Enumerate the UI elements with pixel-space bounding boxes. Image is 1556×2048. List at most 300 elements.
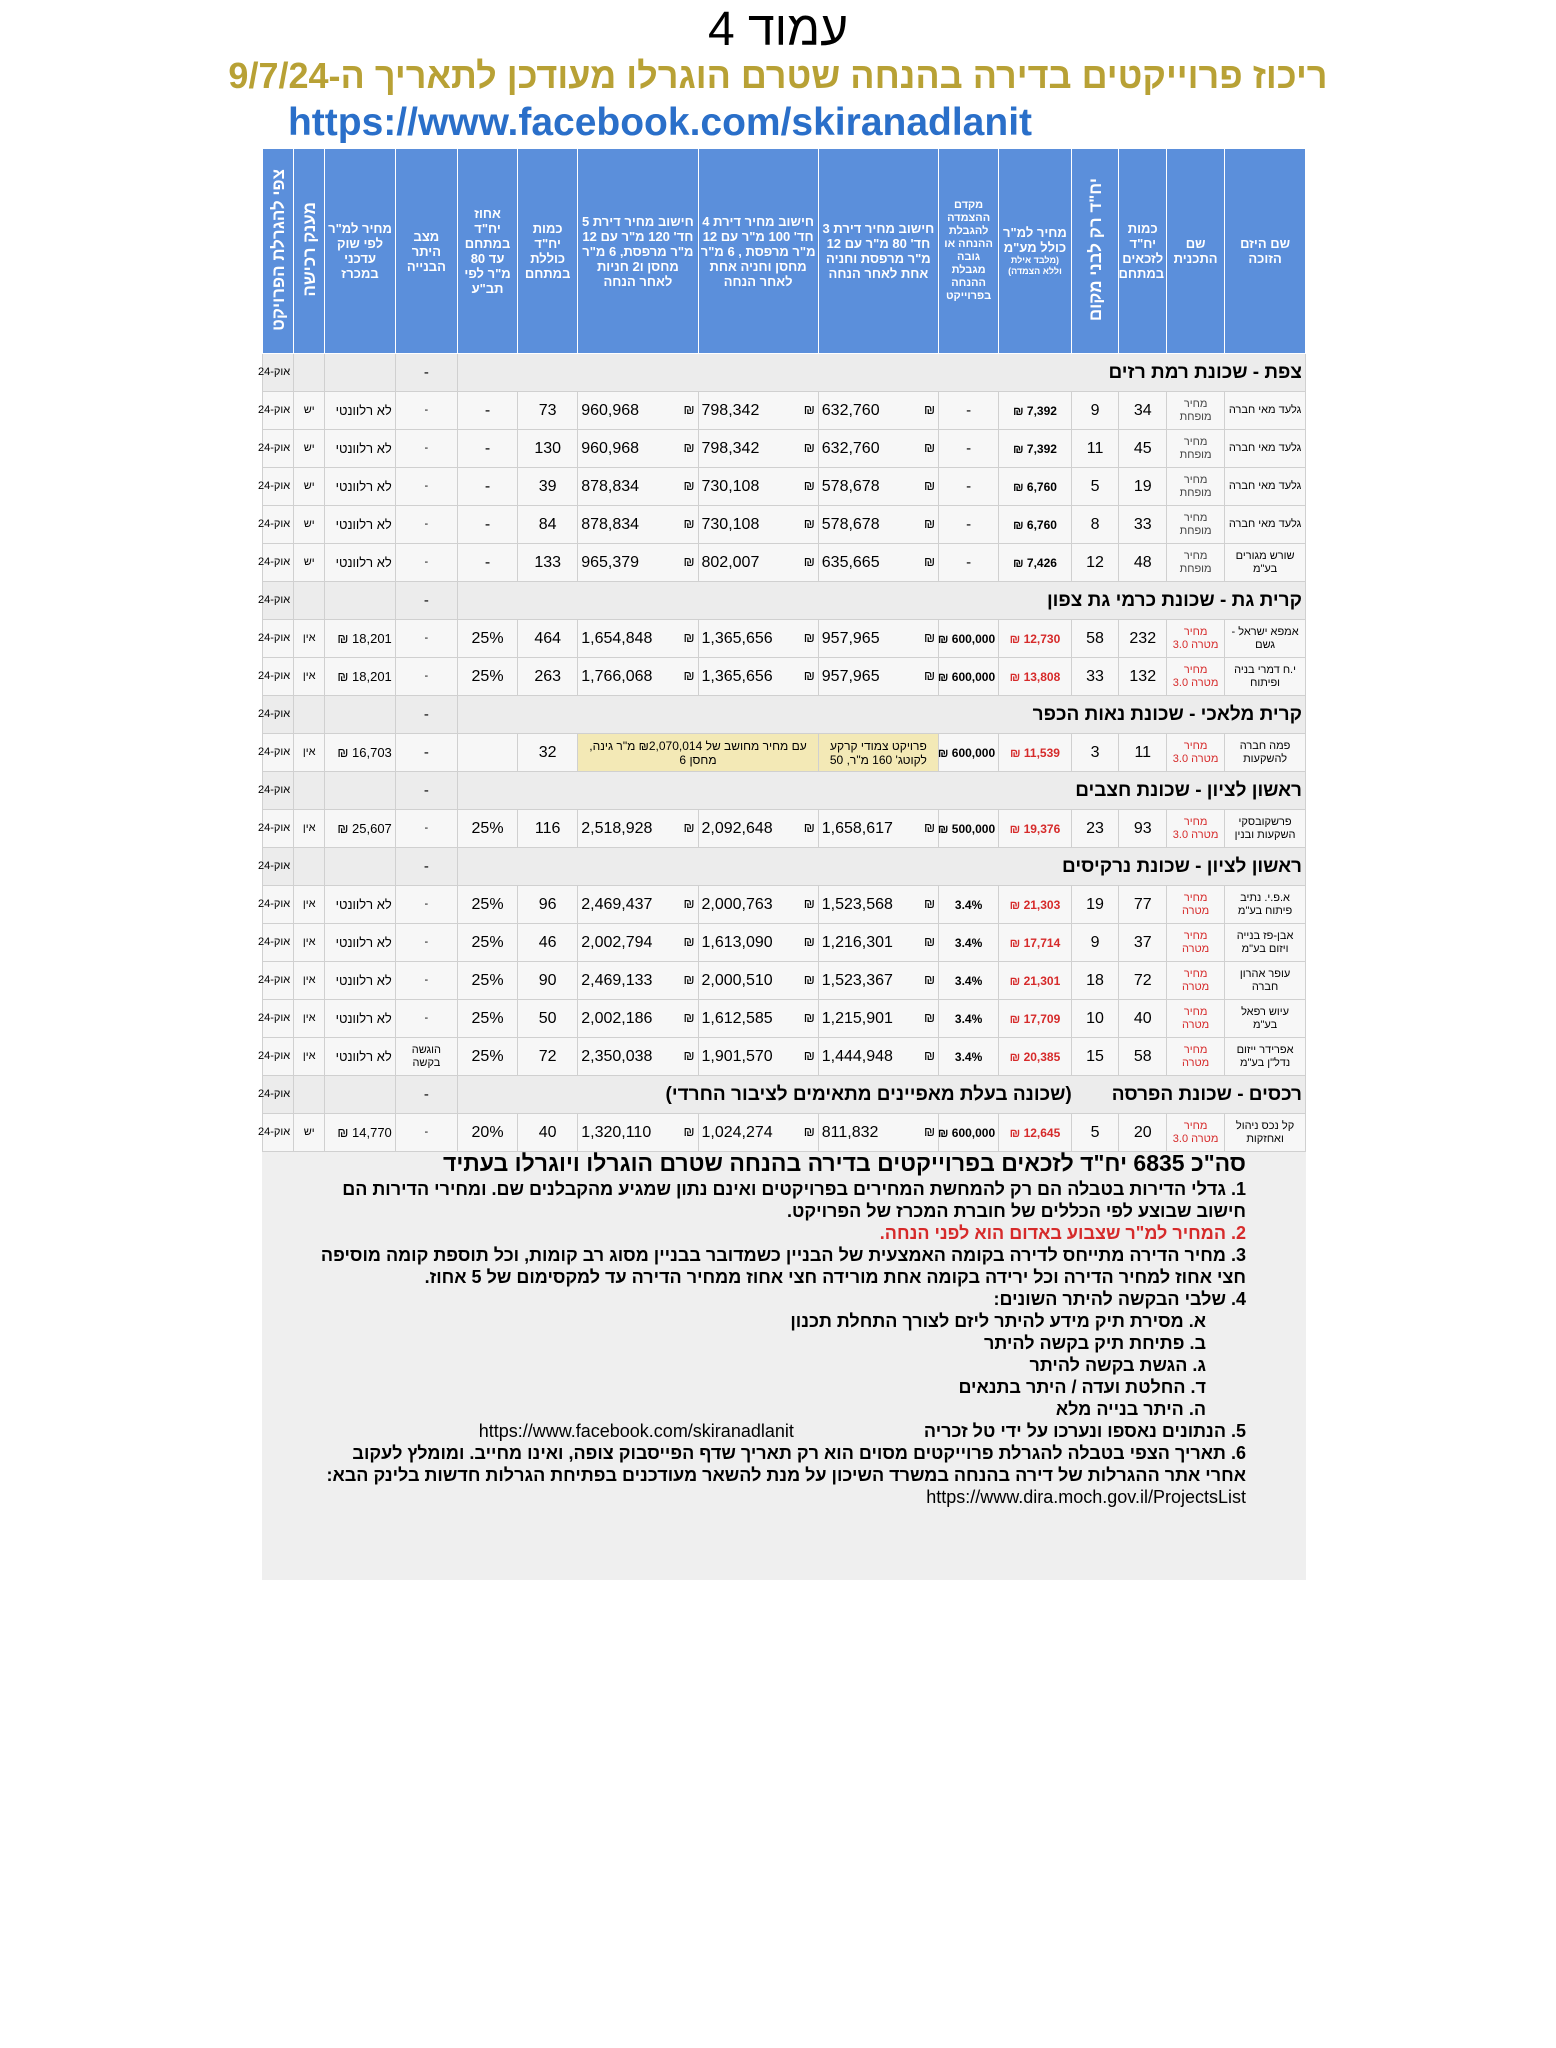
cell-pct: 25% <box>457 962 517 1000</box>
cell-units: 45 <box>1119 430 1167 468</box>
cell-price-3 <box>818 392 938 430</box>
cell-local: 15 <box>1071 1038 1119 1076</box>
cell-market: 18,201 ₪ <box>325 620 396 658</box>
cell-price: 7,392 ₪ <box>999 430 1072 468</box>
cell-price-4 <box>698 924 818 962</box>
cell-total: 40 <box>518 1114 578 1152</box>
cell-total: 32 <box>518 734 578 772</box>
shekel-icon: ₪ <box>803 1047 815 1063</box>
cell-coef: - <box>939 392 999 430</box>
cell-price-3-value: 632,760 <box>821 401 880 419</box>
cell-price-5-value: 1,320,110 <box>581 1123 652 1141</box>
cell-plan: מחיר מטרה <box>1167 924 1225 962</box>
cell-market: לא רלוונטי <box>325 1000 396 1038</box>
col-developer: שם היזם הזוכה <box>1225 149 1306 354</box>
cell-permit: - <box>395 1000 457 1038</box>
cell-plan: מחיר מטרה 3.0 <box>1167 658 1225 696</box>
shekel-icon: ₪ <box>803 401 815 417</box>
cell-price-4 <box>698 620 818 658</box>
shekel-icon: ₪ <box>683 1009 695 1025</box>
cell-price-3-value: 1,216,301 <box>821 933 893 951</box>
cell-total: 90 <box>518 962 578 1000</box>
cell-permit: - <box>395 506 457 544</box>
cell-price-4-value: 1,365,656 <box>701 667 773 685</box>
cell-coef: 600,000 ₪ <box>939 658 999 696</box>
cell-price-5-value: 2,469,133 <box>581 971 653 989</box>
table-row <box>263 506 1306 544</box>
cell-coef: 3.4% <box>939 1038 999 1076</box>
shekel-icon: ₪ <box>803 895 815 911</box>
cell-developer: אבן-פז בנייה ויזום בע"מ <box>1225 924 1306 962</box>
cell-pct: 25% <box>457 1000 517 1038</box>
cell-developer: י.ח דמרי בניה ופיתוח <box>1225 658 1306 696</box>
cell-permit: - <box>395 886 457 924</box>
cell-price-3-value: 1,215,901 <box>821 1009 893 1027</box>
cell-market <box>325 354 396 392</box>
cell-price-4 <box>698 658 818 696</box>
cell-pct: 25% <box>457 620 517 658</box>
cell-price-4 <box>698 468 818 506</box>
cell-price-5 <box>578 430 698 468</box>
cell-price-4-value: 2,000,510 <box>701 971 773 989</box>
table-row <box>263 430 1306 468</box>
cell-permit: - <box>395 734 457 772</box>
cell-price-4 <box>698 810 818 848</box>
cell-grant: אין <box>294 886 325 924</box>
table-panel <box>258 148 1306 1580</box>
table-row <box>263 658 1306 696</box>
cell-grant <box>294 696 325 734</box>
col-price-4: חישוב מחיר דירת 4 חד' 100 מ"ר עם 12 מ"ר מרפסת , 6 מ"ר מחסן וחניה אחת לאחר הנחה <box>698 149 818 354</box>
table-row <box>263 924 1306 962</box>
cell-permit: - <box>395 924 457 962</box>
shekel-icon: ₪ <box>803 477 815 493</box>
cell-price-4-value: 1,613,090 <box>701 933 773 951</box>
cell-market: לא רלוונטי <box>325 392 396 430</box>
cell-price-5 <box>578 1114 698 1152</box>
cell-grant: אין <box>294 962 325 1000</box>
cell-grant: אין <box>294 924 325 962</box>
cell-price-5-value: 2,350,038 <box>581 1047 653 1065</box>
cell-local: 5 <box>1071 1114 1119 1152</box>
cell-price-3-value: 811,832 <box>821 1123 879 1141</box>
cell-grant: אין <box>294 734 325 772</box>
cell-date: אוק-24 <box>263 1000 294 1038</box>
table-body <box>258 354 1306 1152</box>
table-row <box>263 1038 1306 1076</box>
cell-price-5 <box>578 658 698 696</box>
col-plan: שם התכנית <box>1167 149 1225 354</box>
cell-date: אוק-24 <box>263 354 294 392</box>
cell-price-3-value: 578,678 <box>821 515 880 533</box>
cell-price-4-value: 798,342 <box>701 439 760 457</box>
note-5-link[interactable]: https://www.facebook.com/skiranadlanit <box>478 1421 794 1441</box>
shekel-icon: ₪ <box>683 401 695 417</box>
facebook-link[interactable]: https://www.facebook.com/skiranadlanit <box>287 101 1033 144</box>
cell-price-3-value: 1,523,367 <box>821 971 893 989</box>
cell-grant: יש <box>294 468 325 506</box>
cell-permit: - <box>395 962 457 1000</box>
table-row <box>263 1000 1306 1038</box>
col-price-sqm: מחיר למ"ר כולל מע"מ (מלבד אילת וללא הצמדה) <box>999 149 1072 354</box>
cell-price-3 <box>818 924 938 962</box>
cell-permit: - <box>395 1114 457 1152</box>
cell-price-3 <box>818 1038 938 1076</box>
cell-date: אוק-24 <box>263 962 294 1000</box>
section-title-text: קרית גת - שכונת כרמי גת צפון <box>1046 589 1302 611</box>
cell-units: 132 <box>1119 658 1167 696</box>
cell-grant: יש <box>294 430 325 468</box>
cell-units: 58 <box>1119 1038 1167 1076</box>
shekel-icon: ₪ <box>923 553 936 569</box>
cell-coef: 3.4% <box>939 886 999 924</box>
cell-market: לא רלוונטי <box>325 506 396 544</box>
cell-price-3 <box>818 1114 938 1152</box>
table-row <box>263 468 1306 506</box>
cell-price-5-value: 2,469,437 <box>581 895 653 913</box>
note-4: 4. שלבי הבקשה להיתר השונים: <box>993 1289 1246 1309</box>
cell-developer: פרשקובסקי השקעות ובנין <box>1225 810 1306 848</box>
col-total-units: כמות יח"ד כוללת במתחם <box>518 149 578 354</box>
cell-price-5 <box>578 620 698 658</box>
cell-local: 5 <box>1071 468 1119 506</box>
note-4c: ג. הגשת בקשה להיתר <box>1029 1355 1206 1375</box>
cell-date: אוק-24 <box>263 468 294 506</box>
cell-local: 9 <box>1071 924 1119 962</box>
section-title-text: ראשון לציון - שכונת חצבים <box>1075 779 1302 801</box>
cell-price-5-value: 2,002,794 <box>581 933 653 951</box>
cell-date: אוק-24 <box>263 1114 294 1152</box>
section-row <box>263 772 1306 810</box>
cell-price-3 <box>818 658 938 696</box>
col-permit: מצב היתר הבנייה <box>395 149 457 354</box>
cell-total: 116 <box>518 810 578 848</box>
shekel-icon: ₪ <box>683 629 695 645</box>
cell-date: אוק-24 <box>263 506 294 544</box>
cell-date: אוק-24 <box>263 810 294 848</box>
cell-pct: - <box>457 544 517 582</box>
section-title <box>457 354 1305 392</box>
cell-grant: אין <box>294 620 325 658</box>
table-row <box>263 1114 1306 1152</box>
shekel-icon: ₪ <box>803 667 815 683</box>
cell-price-5 <box>578 810 698 848</box>
cell-date: אוק-24 <box>263 544 294 582</box>
cell-price-3-value: 578,678 <box>821 477 880 495</box>
cell-local: 8 <box>1071 506 1119 544</box>
cell-developer: עופר אהרון חברה <box>1225 962 1306 1000</box>
section-row <box>263 354 1306 392</box>
cell-price-5-value: 960,968 <box>581 401 640 419</box>
cell-plan: מחיר מטרה <box>1167 962 1225 1000</box>
shekel-icon: ₪ <box>683 553 695 569</box>
note-5: 5. הנתונים נאספו ונערכו על ידי טל זכריה https://www.facebook.com/skiranadlanit <box>478 1421 1246 1441</box>
cell-market: לא רלוונטי <box>325 924 396 962</box>
cell-pct: 20% <box>457 1114 517 1152</box>
cell-price-4 <box>698 1038 818 1076</box>
cell-price-3 <box>818 962 938 1000</box>
col-price-5: חישוב מחיר דירת 5 חד' 120 מ"ר עם 12 מ"ר מרפסת, 6 מ"ר מחסן ו2 חניות לאחר הנחה <box>578 149 698 354</box>
cell-units: 77 <box>1119 886 1167 924</box>
cell-total: 133 <box>518 544 578 582</box>
cell-price-3 <box>818 810 938 848</box>
cell-market: לא רלוונטי <box>325 1038 396 1076</box>
cell-date: אוק-24 <box>263 582 294 620</box>
cell-total: 39 <box>518 468 578 506</box>
note-4b: ב. פתיחת תיק בקשה להיתר <box>984 1333 1206 1353</box>
cell-price: 19,376 ₪ <box>999 810 1072 848</box>
table-row <box>263 392 1306 430</box>
shekel-icon: ₪ <box>683 933 695 949</box>
shekel-icon: ₪ <box>683 819 695 835</box>
cell-local: 3 <box>1071 734 1119 772</box>
cell-units: 48 <box>1119 544 1167 582</box>
cell-market: 14,770 ₪ <box>325 1114 396 1152</box>
cell-price: 12,645 ₪ <box>999 1114 1072 1152</box>
cell-grant <box>294 354 325 392</box>
cell-price-3-value: 1,658,617 <box>821 819 893 837</box>
cell-coef: 500,000 ₪ <box>939 810 999 848</box>
projects-table <box>258 148 1306 1152</box>
cell-price-5 <box>578 962 698 1000</box>
shekel-icon: ₪ <box>803 1009 815 1025</box>
cell-permit: - <box>395 354 457 392</box>
cell-price-4 <box>698 886 818 924</box>
cell-grant: אין <box>294 1000 325 1038</box>
cell-local: 11 <box>1071 430 1119 468</box>
cell-permit: - <box>395 582 457 620</box>
cell-units: 37 <box>1119 924 1167 962</box>
shekel-icon: ₪ <box>923 819 936 835</box>
cell-plan: מחיר מטרה <box>1167 886 1225 924</box>
cell-pct: 25% <box>457 810 517 848</box>
cell-grant: אין <box>294 810 325 848</box>
cell-price: 21,303 ₪ <box>999 886 1072 924</box>
cell-date: אוק-24 <box>263 696 294 734</box>
cell-plan: מחיר מטרה 3.0 <box>1167 1114 1225 1152</box>
cell-local: 12 <box>1071 544 1119 582</box>
cell-pct: 25% <box>457 1038 517 1076</box>
cell-price-4-value: 730,108 <box>701 515 760 533</box>
cell-price-3-value: 1,523,568 <box>821 895 893 913</box>
cell-price: 17,709 ₪ <box>999 1000 1072 1038</box>
cell-coef: 3.4% <box>939 924 999 962</box>
cell-grant <box>294 582 325 620</box>
cell-units: 72 <box>1119 962 1167 1000</box>
cell-price-4-value: 798,342 <box>701 401 760 419</box>
cell-price-3-value: 632,760 <box>821 439 880 457</box>
table-row <box>263 962 1306 1000</box>
shekel-icon: ₪ <box>683 1123 695 1139</box>
cell-price-3 <box>818 468 938 506</box>
cell-permit: - <box>395 848 457 886</box>
cell-price-4-value: 802,007 <box>701 553 760 571</box>
col-market-price: מחיר למ"ר לפי שוק עדכני במכרז <box>325 149 396 354</box>
cell-price-4 <box>698 544 818 582</box>
shekel-icon: ₪ <box>683 667 695 683</box>
shekel-icon: ₪ <box>683 1047 695 1063</box>
cell-local: 23 <box>1071 810 1119 848</box>
cell-price-4-value: 1,365,656 <box>701 629 773 647</box>
cell-local: 9 <box>1071 392 1119 430</box>
cell-plan: מחיר מטרה <box>1167 1000 1225 1038</box>
cell-total: 96 <box>518 886 578 924</box>
cell-total: 72 <box>518 1038 578 1076</box>
cell-price: 17,714 ₪ <box>999 924 1072 962</box>
cell-price-5 <box>578 392 698 430</box>
cell-coef: - <box>939 544 999 582</box>
cell-price-5-value: 965,379 <box>581 553 640 571</box>
cell-price-5-value: 2,002,186 <box>581 1009 653 1027</box>
cell-price: 20,385 ₪ <box>999 1038 1072 1076</box>
shekel-icon: ₪ <box>803 439 815 455</box>
cell-grant <box>294 772 325 810</box>
cell-price-5-value: 878,834 <box>581 515 640 533</box>
cell-price-5-value: 878,834 <box>581 477 640 495</box>
cell-pct: 25% <box>457 886 517 924</box>
cell-price: 6,760 ₪ <box>999 506 1072 544</box>
section-row <box>263 848 1306 886</box>
section-row <box>263 696 1306 734</box>
cell-grant: אין <box>294 658 325 696</box>
cell-grant: יש <box>294 544 325 582</box>
cell-plan: מחיר מטרה 3.0 <box>1167 810 1225 848</box>
cell-total: 46 <box>518 924 578 962</box>
cell-pct: 25% <box>457 658 517 696</box>
section-title-text: קרית מלאכי - שכונת נאות הכפר <box>1032 703 1302 725</box>
cell-permit: - <box>395 392 457 430</box>
cell-price: 12,730 ₪ <box>999 620 1072 658</box>
cell-coef: - <box>939 506 999 544</box>
cell-local: 58 <box>1071 620 1119 658</box>
cell-permit: הוגשה בקשה <box>395 1038 457 1076</box>
cell-permit: - <box>395 810 457 848</box>
cell-market: 16,703 ₪ <box>325 734 396 772</box>
cell-coef: 3.4% <box>939 1000 999 1038</box>
cell-price-5 <box>578 924 698 962</box>
cell-grant: יש <box>294 506 325 544</box>
shekel-icon: ₪ <box>683 895 695 911</box>
shekel-icon: ₪ <box>803 629 815 645</box>
cell-date: אוק-24 <box>263 848 294 886</box>
section-row <box>263 1076 1306 1114</box>
cell-price-4-value: 2,000,763 <box>701 895 773 913</box>
note-4a: א. מסירת תיק מידע להיתר ליזם לצורך התחלת תכנון <box>790 1311 1206 1331</box>
note-1: 1. גדלי הדירות בטבלה הם רק להמחשת המחירים בפרויקטים ואינם נתון שמגיע מהקבלנים שם. ומחירי הדירות הם חישוב שבוצע לפי הכללים של חוברת המכרז של הפרויקט. <box>342 1179 1246 1221</box>
shekel-icon: ₪ <box>923 667 936 683</box>
section-title <box>457 696 1305 734</box>
cell-developer: גלעד מאי חברה <box>1225 430 1306 468</box>
section-title <box>457 1076 1305 1114</box>
shekel-icon: ₪ <box>923 971 936 987</box>
shekel-icon: ₪ <box>683 971 695 987</box>
cell-price: 21,301 ₪ <box>999 962 1072 1000</box>
cell-pct: - <box>457 430 517 468</box>
cell-price: 11,539 ₪ <box>999 734 1072 772</box>
cell-local: 19 <box>1071 886 1119 924</box>
cell-market: לא רלוונטי <box>325 544 396 582</box>
note-2: 2. המחיר למ"ר שצבוע באדום הוא לפני הנחה. <box>879 1223 1246 1243</box>
cell-price-3 <box>818 430 938 468</box>
shekel-icon: ₪ <box>923 1009 936 1025</box>
cell-coef: 600,000 ₪ <box>939 734 999 772</box>
col-lottery-date: צפי להגרלת הפרויקט <box>263 149 294 354</box>
shekel-icon: ₪ <box>683 439 695 455</box>
cell-price-4-value: 1,612,585 <box>701 1009 773 1027</box>
note-6-link[interactable]: https://www.dira.moch.gov.il/ProjectsList <box>926 1487 1246 1507</box>
cell-price: 7,392 ₪ <box>999 392 1072 430</box>
cell-price-3-value: 635,665 <box>821 553 880 571</box>
cell-grant: אין <box>294 1038 325 1076</box>
table-row <box>263 544 1306 582</box>
cell-price-4 <box>698 962 818 1000</box>
cell-pct: - <box>457 506 517 544</box>
cell-plan: מחיר מטרה <box>1167 1038 1225 1076</box>
col-pct-small: אחוז יח"ד במתחם עד 80 מ"ר לפי תב"ע <box>457 149 517 354</box>
section-title <box>457 582 1305 620</box>
shekel-icon: ₪ <box>923 515 936 531</box>
cell-plan: מחיר מטרה 3.0 <box>1167 734 1225 772</box>
cell-coef: 600,000 ₪ <box>939 620 999 658</box>
cell-price-3 <box>818 506 938 544</box>
cell-developer: גלעד מאי חברה <box>1225 468 1306 506</box>
section-title-text: רכסים - שכונת הפרסה <box>1111 1083 1302 1105</box>
cell-developer: גלעד מאי חברה <box>1225 392 1306 430</box>
cell-total: 50 <box>518 1000 578 1038</box>
cell-market <box>325 848 396 886</box>
cell-date: אוק-24 <box>263 392 294 430</box>
cell-permit: - <box>395 772 457 810</box>
cell-price-3-value: 957,965 <box>821 667 880 685</box>
cell-coef: - <box>939 430 999 468</box>
cell-units: 93 <box>1119 810 1167 848</box>
cell-permit: - <box>395 430 457 468</box>
col-local-units: יח"ד רק לבני מקום <box>1071 149 1119 354</box>
cell-units: 232 <box>1119 620 1167 658</box>
cell-total: 464 <box>518 620 578 658</box>
section-title-text: צפת - שכונת רמת רזים <box>1108 361 1302 383</box>
cell-plan: מחיר מופחת <box>1167 392 1225 430</box>
cell-price-3 <box>818 886 938 924</box>
cell-price: 7,426 ₪ <box>999 544 1072 582</box>
section-title-note: (שכונה בעלת מאפיינים מתאימים לציבור החרדי) <box>665 1083 1072 1105</box>
cell-permit: - <box>395 1076 457 1114</box>
cell-pct: - <box>457 468 517 506</box>
cell-total: 84 <box>518 506 578 544</box>
note-4d: ד. החלטת ועדה / היתר בתנאים <box>958 1377 1206 1397</box>
cell-plan: מחיר מופחת <box>1167 506 1225 544</box>
cell-price-3 <box>818 544 938 582</box>
shekel-icon: ₪ <box>683 515 695 531</box>
shekel-icon: ₪ <box>803 819 815 835</box>
cell-price-4-value: 1,024,274 <box>701 1123 773 1141</box>
note-4e: ה. היתר בנייה מלא <box>1055 1399 1206 1419</box>
cell-price-3-value: 1,444,948 <box>821 1047 893 1065</box>
cell-plan: מחיר מופחת <box>1167 468 1225 506</box>
shekel-icon: ₪ <box>803 1123 815 1139</box>
cell-units: 34 <box>1119 392 1167 430</box>
cell-plan: מחיר מופחת <box>1167 544 1225 582</box>
cell-price-4-value: 1,901,570 <box>701 1047 773 1065</box>
note-6: 6. תאריך הצפי בטבלה להגרלת פרוייקטים מסוים הוא רק תאריך שדף הפייסבוק צופה, ואינו מחייב. ומומלץ לעקוב אחרי אתר ההגרלות של דירה בהנחה במשרד השיכון על מנת להשאר מעודכנים בפתיחת הגרלות חדשות בלינק הבא: https://www.dira.moch.gov.il/ProjectsList <box>326 1443 1246 1507</box>
cell-grant <box>294 1076 325 1114</box>
cell-price-3-value: 957,965 <box>821 629 880 647</box>
cell-units: 40 <box>1119 1000 1167 1038</box>
cell-price-5-value: 960,968 <box>581 439 640 457</box>
section-title <box>457 848 1305 886</box>
page-subtitle: ריכוז פרוייקטים בדירה בהנחה שטרם הוגרלו מעודכן לתאריך ה-9/7/24 <box>228 55 1328 96</box>
cell-price-5 <box>578 1000 698 1038</box>
